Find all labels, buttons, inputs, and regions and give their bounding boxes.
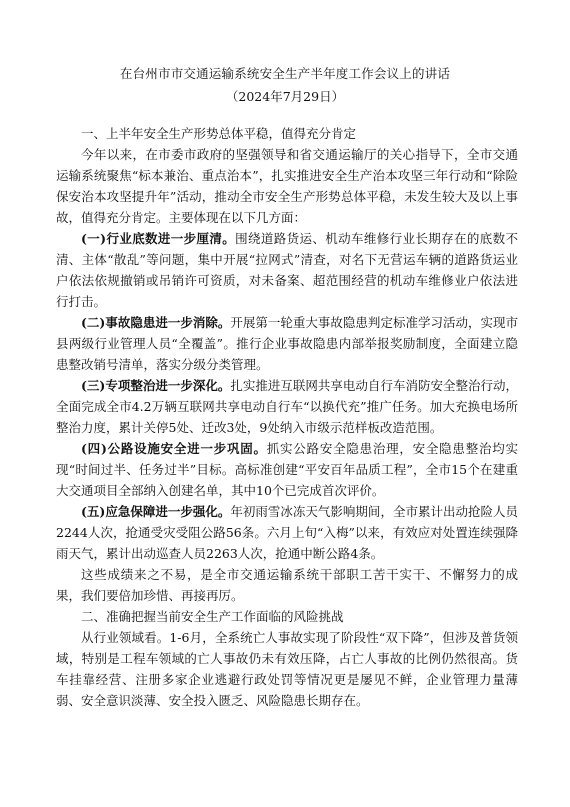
paragraph-intro: 今年以来，在市委市政府的坚强领导和省交通运输厅的关心指导下，全市交通运输系统聚焦“标本兼治、重点治本”，扎实推进安全生产治本攻坚三年行动和“除险保安治本攻坚提升年”活动，推动全市安全生产形势总体平稳，未发生较大及以上事故，值得充分肯定。主要体现在以下几方面： [56,147,518,225]
paragraph-item-4: (四)公路设施安全进一步巩固。抓实公路安全隐患治理，安全隐患整治均实现“时间过半、任务过半”目标。高标准创建“平安百年品质工程”，全市15个在建重大交通项目全部纳入创建名单，其中10个已完成首次评价。 [56,440,518,498]
paragraph-item-1: (一)行业底数进一步厘清。围绕道路货运、机动车维修行业长期存在的底数不清、主体“散乱”等问题，集中开展“拉网式”清查，对名下无营运车辆的道路货运业户依法依规撤销或吊销许可资质，对未备案、超范围经营的机动车维修业户依法进行打击。 [56,231,518,309]
paragraph-item-2: (二)事故隐患进一步消除。开展第一轮重大事故隐患判定标准学习活动，实现市县两级行业管理人员“全覆盖”。推行企业事故隐患内部举报奖励制度，全面建立隐患整改销号清单，落实分级分类管理。 [56,314,518,372]
item-lead: (三)专项整治进一步深化。 [81,377,231,393]
item-lead: (二)事故隐患进一步消除。 [81,314,231,330]
document-date: （2024年7月29日） [225,89,345,104]
document-body [56,124,518,712]
paragraph-item-5: (五)应急保障进一步强化。年初雨雪冰冻天气影响期间，全市累计出动抢险人员2244人次，抢通受灾受阻公路56条。六月上旬“入梅”以来，有效应对处置连续强降雨天气，累计出动巡查人员2263人次，抢通中断公路4条。 [56,503,518,561]
item-lead: (五)应急保障进一步强化。 [81,503,231,519]
item-lead: (一)行业底数进一步厘清。 [81,231,236,247]
paragraph-industry: 从行业领域看。1-6月，全系统亡人事故实现了阶段性“双下降”，但涉及普货领域，特别是工程车领域的亡人事故仍未有效压降，占亡人事故的比例仍然很高。货车挂靠经营、注册多家企业逃避行政处罚等情况更是屡见不鲜，企业管理力量薄弱、安全意识淡薄、安全投入匮乏、风险隐患长期存在。 [56,630,518,708]
section-heading-1: 一、上半年安全生产形势总体平稳，值得充分肯定 [81,126,357,141]
item-lead: (四)公路设施安全进一步巩固。 [81,440,267,456]
paragraph-item-3: (三)专项整治进一步深化。扎实推进互联网共享电动自行车消防安全整治行动，全面完成全市4.2万辆互联网共享电动自行车“以换代充”推广任务。加大充换电场所整治力度，累计关停5处、迁改3处，9处纳入市级示范样板改造范围。 [56,377,518,435]
document-title: 在台州市市交通运输系统安全生产半年度工作会议上的讲话 [119,66,451,81]
section-heading-2: 二、准确把握当前安全生产工作面临的风险挑战 [81,609,344,625]
paragraph-conclusion: 这些成绩来之不易，是全市交通运输系统干部职工苦干实干、不懈努力的成果，我们要倍加珍惜、再接再厉。 [56,566,518,603]
